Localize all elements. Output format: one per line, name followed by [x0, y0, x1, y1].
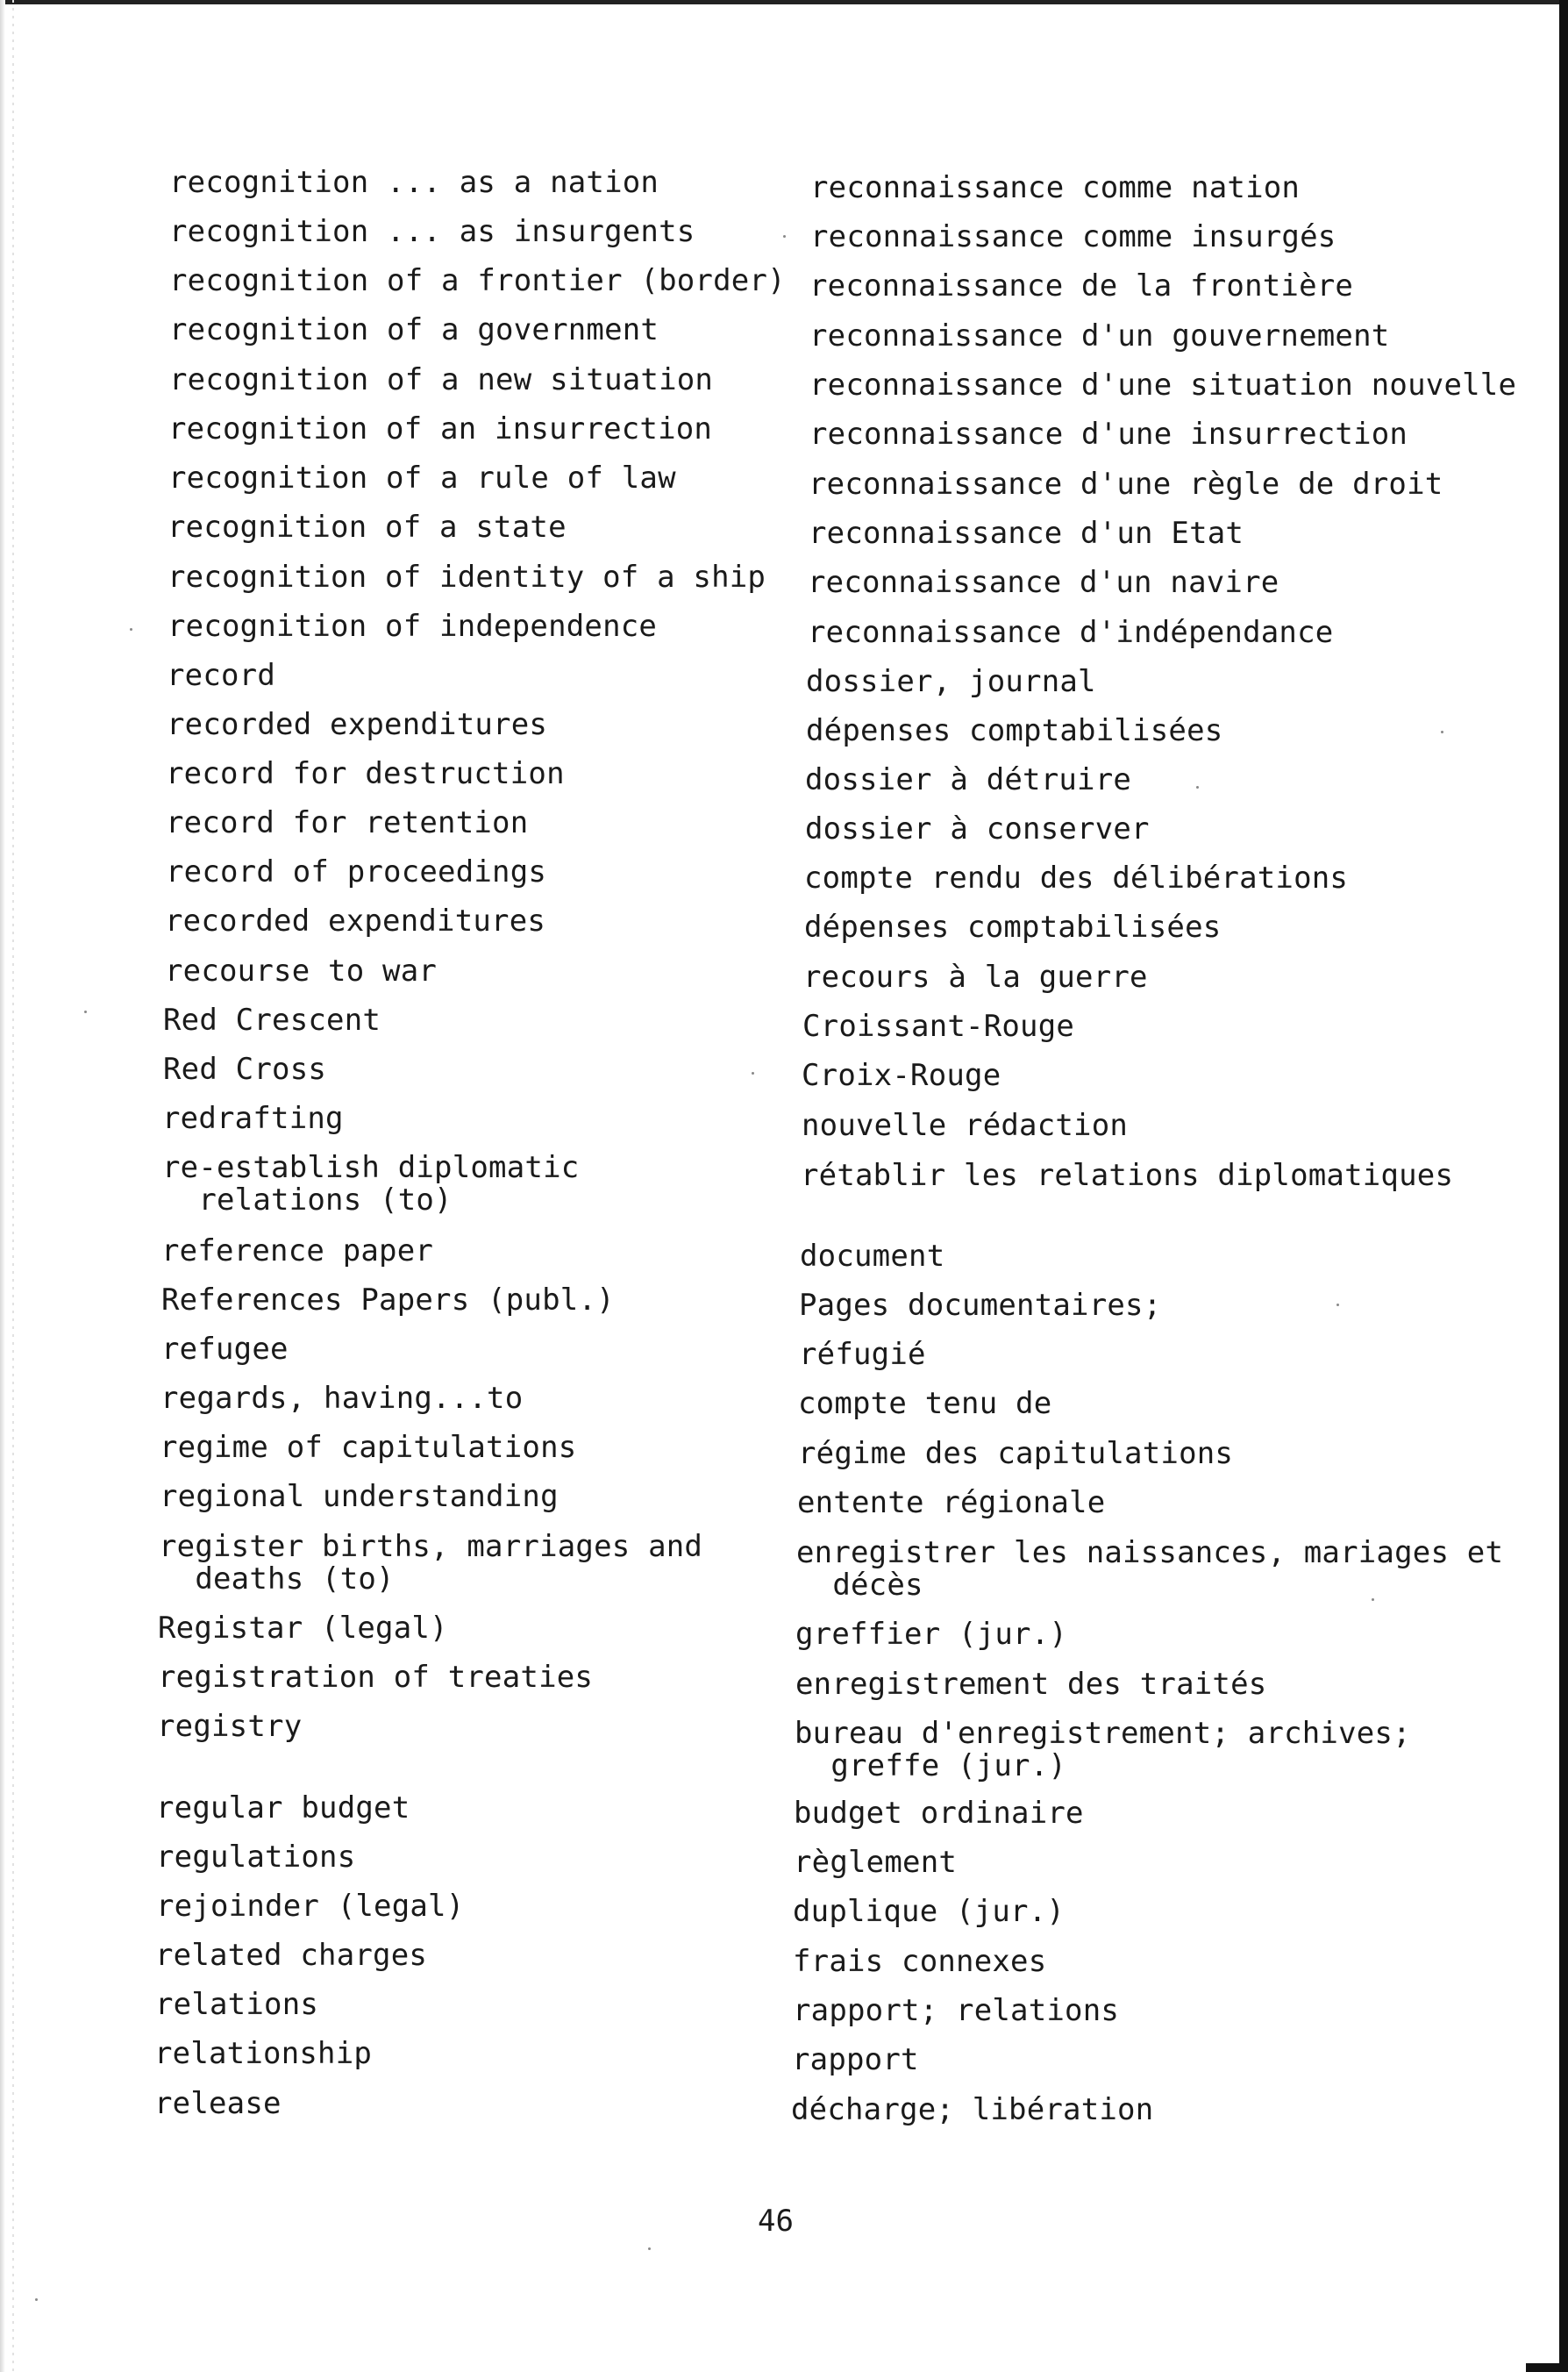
french-term: rétablir les relations diplomatiques: [801, 1158, 1454, 1193]
english-term: recognition ... as a nation: [169, 165, 659, 200]
french-term: dossier, journal: [806, 664, 1096, 699]
french-term: reconnaissance d'un navire: [808, 565, 1279, 600]
english-term: recognition of a rule of law: [168, 461, 676, 496]
english-term: register births, marriages and deaths (to): [159, 1529, 703, 1597]
french-term: bureau d'enregistrement; archives; greffe (jur.): [795, 1716, 1411, 1783]
french-term: règlement: [794, 1845, 958, 1880]
english-term: record for destruction: [166, 756, 565, 791]
english-term: release: [154, 2086, 282, 2121]
french-term: Croissant-Rouge: [802, 1009, 1075, 1044]
french-term: Pages documentaires;: [799, 1288, 1162, 1323]
french-term: document: [800, 1239, 945, 1274]
french-term: dossier à conserver: [805, 811, 1150, 847]
french-term: enregistrement des traités: [795, 1667, 1267, 1702]
scan-speck: [648, 2247, 651, 2250]
page-number: 46: [758, 2204, 794, 2239]
english-term: recognition of a government: [169, 312, 659, 347]
french-term: dossier à détruire: [805, 762, 1132, 797]
english-term: relationship: [154, 2036, 373, 2071]
french-term: reconnaissance comme nation: [810, 170, 1301, 205]
english-term: Registar (legal): [158, 1611, 448, 1646]
english-term: References Papers (publ.): [161, 1282, 615, 1318]
english-term: recognition of identity of a ship: [167, 560, 766, 595]
english-term: Red Cross: [163, 1052, 327, 1087]
english-term: refugee: [161, 1332, 289, 1367]
english-term: regulations: [156, 1840, 356, 1875]
french-term: nouvelle rédaction: [802, 1108, 1129, 1143]
french-term: compte rendu des délibérations: [804, 861, 1349, 896]
french-term: reconnaissance d'indépendance: [808, 615, 1334, 650]
french-term: duplique (jur.): [793, 1894, 1066, 1929]
english-term: record of proceedings: [166, 854, 547, 890]
english-term: record: [167, 658, 276, 693]
english-term: re-establish diplomatic relations (to): [162, 1150, 580, 1218]
french-term: dépenses comptabilisées: [804, 910, 1222, 945]
french-term: entente régionale: [797, 1485, 1106, 1520]
english-term: regional understanding: [160, 1479, 559, 1514]
scan-speck: [1196, 786, 1199, 789]
english-term: recorded expenditures: [167, 707, 548, 742]
english-term: regular budget: [156, 1790, 410, 1825]
french-term: décharge; libération: [791, 2092, 1154, 2127]
english-term: recognition ... as insurgents: [169, 214, 695, 249]
english-term: recognition of a state: [167, 510, 567, 545]
french-term: reconnaissance comme insurgés: [810, 219, 1336, 254]
french-term: reconnaissance de la frontière: [809, 268, 1354, 304]
french-term: budget ordinaire: [794, 1796, 1084, 1831]
french-term: rapport; relations: [793, 1993, 1120, 2028]
english-term: recorded expenditures: [165, 904, 546, 939]
scan-speck: [1441, 731, 1443, 733]
french-term: reconnaissance d'une insurrection: [809, 417, 1408, 452]
scan-speck: [783, 235, 786, 238]
scan-speck: [1372, 1598, 1374, 1601]
english-term: reference paper: [161, 1233, 434, 1268]
english-term: recognition of an insurrection: [168, 411, 713, 447]
french-term: enregistrer les naissances, mariages et décès: [796, 1535, 1504, 1603]
english-term: Red Crescent: [163, 1003, 381, 1038]
french-term: reconnaissance d'une situation nouvelle: [809, 368, 1517, 403]
scan-speck: [1336, 1304, 1339, 1306]
english-term: relations: [155, 1987, 319, 2022]
english-term: registry: [157, 1709, 303, 1744]
french-term: Croix-Rouge: [802, 1058, 1001, 1093]
french-term: reconnaissance d'une règle de droit: [809, 467, 1443, 502]
scan-speck: [35, 2298, 38, 2301]
scan-speck: [84, 1011, 87, 1013]
english-term: recognition of a new situation: [169, 362, 714, 397]
french-term: rapport: [792, 2042, 919, 2077]
french-term: greffier (jur.): [795, 1617, 1068, 1652]
french-term: reconnaissance d'un gouvernement: [809, 318, 1390, 354]
english-term: recognition of independence: [167, 609, 658, 644]
scan-speck: [130, 628, 132, 631]
french-term: dépenses comptabilisées: [806, 713, 1223, 748]
english-term: related charges: [155, 1938, 428, 1973]
english-term: record for retention: [166, 805, 529, 840]
english-term: recourse to war: [165, 954, 438, 989]
english-term: registration of treaties: [158, 1660, 594, 1695]
french-term: réfugié: [799, 1337, 926, 1372]
french-term: recours à la guerre: [803, 960, 1148, 995]
french-term: compte tenu de: [798, 1386, 1052, 1421]
english-term: rejoinder (legal): [156, 1889, 465, 1924]
english-term: regards, having...to: [160, 1381, 524, 1416]
french-term: frais connexes: [793, 1944, 1047, 1979]
french-term: régime des capitulations: [798, 1436, 1234, 1471]
scan-speck: [752, 1072, 754, 1075]
english-term: redrafting: [162, 1101, 344, 1136]
english-term: regime of capitulations: [160, 1430, 577, 1465]
english-term: recognition of a frontier (border): [169, 263, 786, 298]
french-term: reconnaissance d'un Etat: [809, 516, 1244, 551]
